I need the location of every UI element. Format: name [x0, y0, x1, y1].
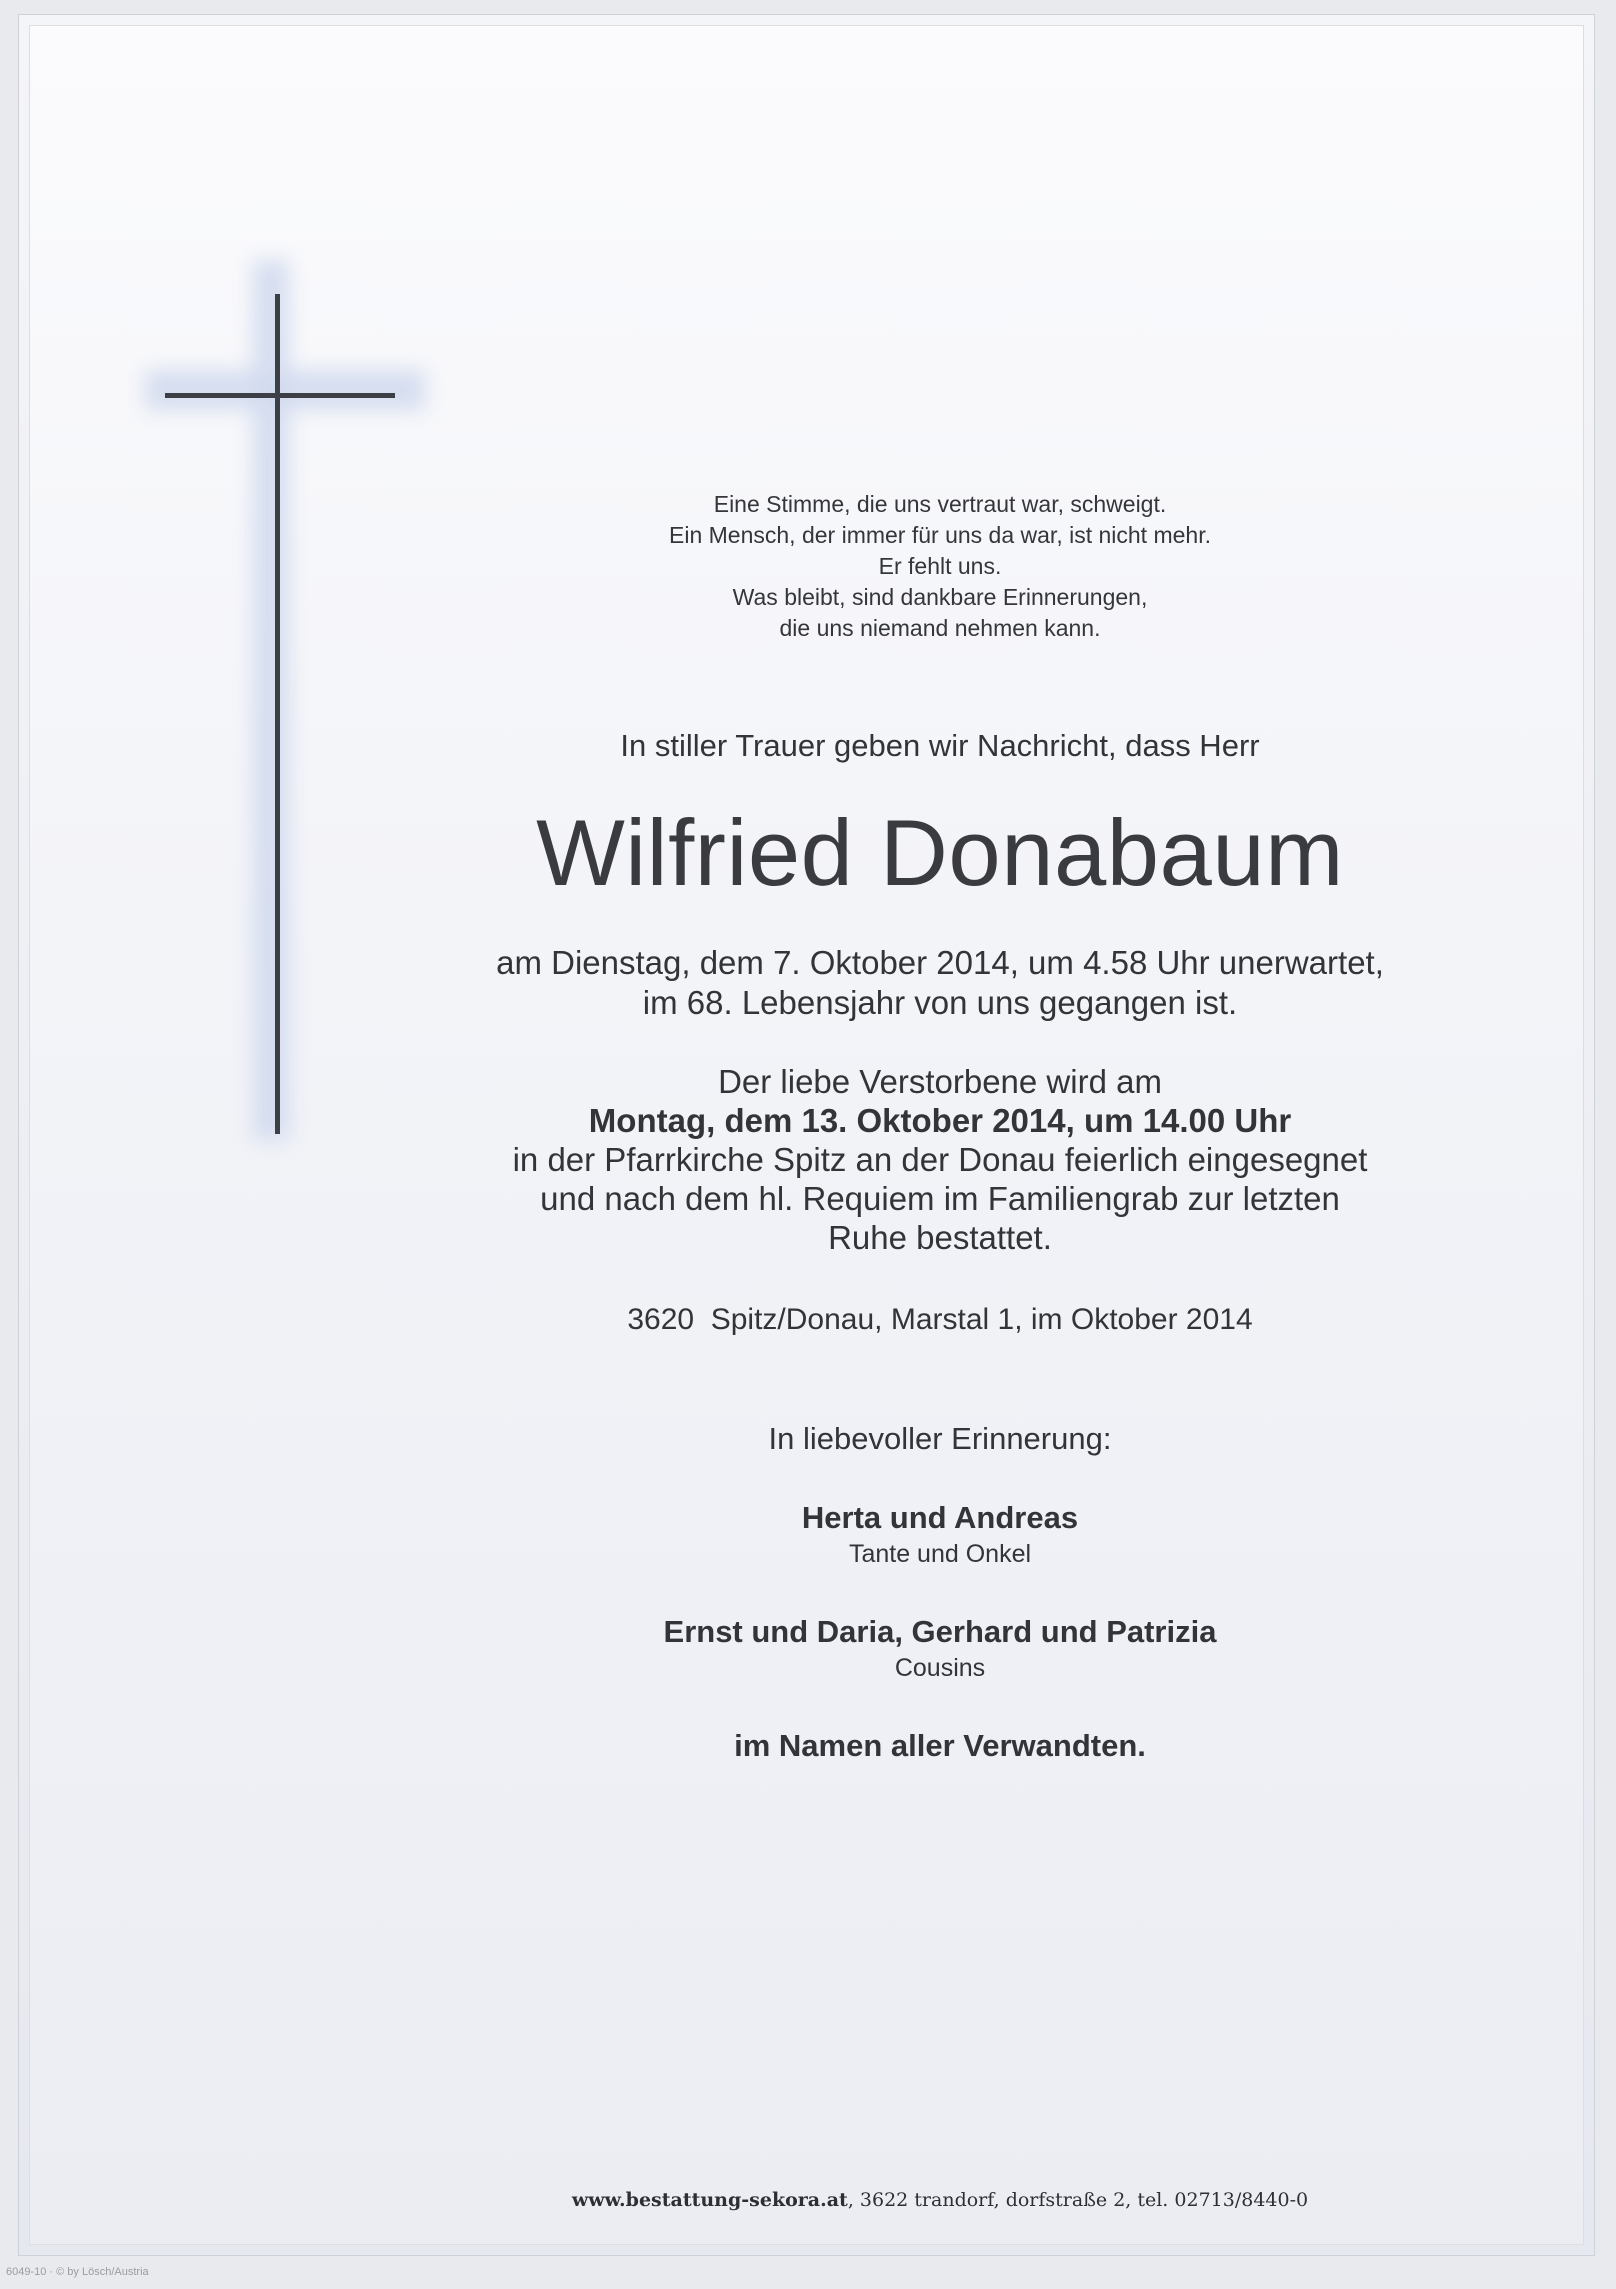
- footer-website[interactable]: www.bestattung-sekora.at: [571, 2189, 848, 2211]
- footer: [440, 2187, 1440, 2213]
- death-line: am Dienstag, dem 7. Oktober 2014, um 4.58 Uhr unerwartet,: [496, 944, 1384, 981]
- cross-glow: [145, 260, 425, 1140]
- mourner-relation: Tante und Onkel: [848, 1540, 1032, 1568]
- address-text: 3620 Spitz/Donau, Marstal 1, im Oktober 2014: [627, 1303, 1253, 1336]
- funeral-line: und nach dem hl. Requiem im Familiengrab zur letzten: [540, 1180, 1340, 1217]
- poem-line: Was bleibt, sind dankbare Erinnerungen,: [732, 584, 1148, 610]
- poem-line: Er fehlt uns.: [878, 553, 1002, 579]
- mourner-group: [440, 1498, 1440, 1570]
- closing-line: im Namen aller Verwandten.: [734, 1728, 1146, 1763]
- address-line: [440, 1300, 1440, 1340]
- mourner-relation: Cousins: [894, 1654, 986, 1682]
- poem-line: Eine Stimme, die uns vertraut war, schweigt.: [713, 491, 1167, 517]
- poem-line: die uns niemand nehmen kann.: [779, 615, 1101, 641]
- memory-heading: In liebevoller Erinnerung:: [768, 1421, 1112, 1456]
- deceased-name: Wilfried Donabaum: [536, 800, 1344, 905]
- mourner-group: [440, 1612, 1440, 1684]
- mourner-names: Herta und Andreas: [801, 1500, 1079, 1535]
- funeral-details: [440, 1062, 1440, 1257]
- announcement-intro: In stiller Trauer geben wir Nachricht, dass Herr: [620, 728, 1260, 763]
- funeral-line: in der Pfarrkirche Spitz an der Donau feierlich eingesegnet: [512, 1141, 1368, 1178]
- cross-vertical-beam: [275, 294, 280, 1134]
- cross-icon: [145, 260, 425, 1140]
- mourner-names: Ernst und Daria, Gerhard und Patrizia: [663, 1614, 1217, 1649]
- death-line: im 68. Lebensjahr von uns gegangen ist.: [642, 984, 1238, 1021]
- print-mark: 6049-10 · © by Lösch/Austria: [6, 2266, 149, 2278]
- funeral-line: Der liebe Verstorbene wird am: [718, 1063, 1162, 1100]
- poem: [440, 489, 1440, 644]
- funeral-date-time: Montag, dem 13. Oktober 2014, um 14.00 Uhr: [588, 1102, 1292, 1139]
- cross-horizontal-beam: [165, 393, 395, 398]
- poem-line: Ein Mensch, der immer für uns da war, ist nicht mehr.: [669, 522, 1211, 548]
- death-details: [440, 943, 1440, 1023]
- footer-details: , 3622 trandorf, dorfstraße 2, tel. 02713/8440-0: [847, 2189, 1309, 2211]
- funeral-line: Ruhe bestattet.: [828, 1219, 1052, 1256]
